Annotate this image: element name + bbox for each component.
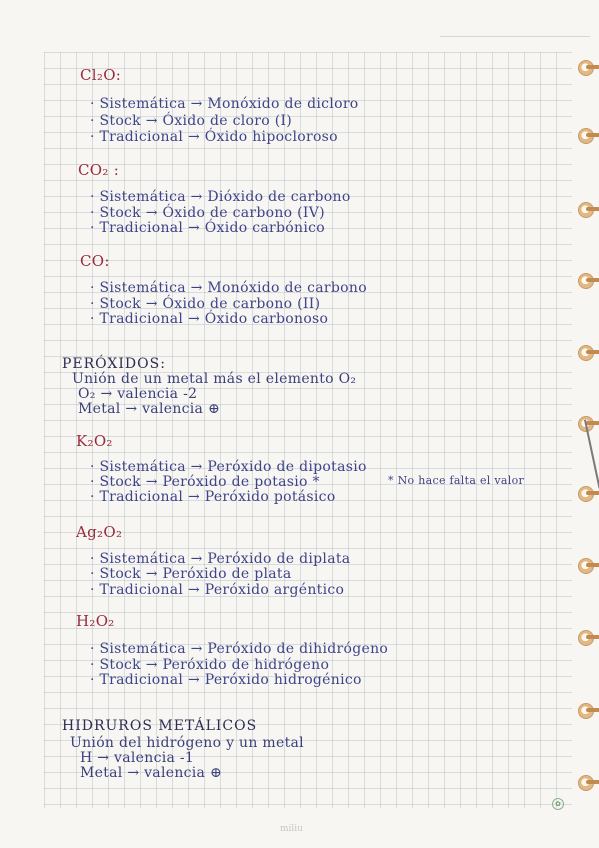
nomenclature-item: · Stock → Peróxido de plata bbox=[90, 566, 292, 582]
nomenclature-item: · Tradicional → Óxido carbonoso bbox=[90, 311, 329, 327]
section-title: HIDRUROS METÁLICOS bbox=[62, 718, 258, 734]
binder-ring-icon bbox=[578, 345, 599, 359]
stamp-icon: ✿ bbox=[552, 798, 564, 810]
binder-ring-icon bbox=[578, 775, 599, 789]
binder-ring-icon bbox=[578, 703, 599, 717]
nomenclature-item: · Sistemática → Peróxido de dipotasio bbox=[90, 459, 367, 475]
binder-ring-icon bbox=[578, 558, 599, 572]
nomenclature-item: · Stock → Óxido de carbono (IV) bbox=[90, 205, 325, 221]
formula-heading: K₂O₂ bbox=[76, 432, 113, 450]
definition-text: O₂ → valencia -2 bbox=[78, 386, 198, 402]
nomenclature-item: · Tradicional → Peróxido hidrogénico bbox=[90, 672, 362, 688]
nomenclature-item: · Sistemática → Peróxido de dihidrógeno bbox=[90, 641, 389, 657]
nomenclature-item: · Sistemática → Dióxido de carbono bbox=[90, 189, 351, 205]
formula-heading: CO₂ : bbox=[78, 161, 120, 179]
nomenclature-item: · Tradicional → Óxido carbónico bbox=[90, 220, 325, 236]
nomenclature-item: · Stock → Óxido de cloro (I) bbox=[90, 113, 293, 129]
definition-text: Metal → valencia ⊕ bbox=[78, 401, 220, 417]
binder-ring-icon bbox=[578, 202, 599, 216]
formula-heading: H₂O₂ bbox=[76, 612, 115, 630]
binder-ring-icon bbox=[578, 630, 599, 644]
binder-ring-icon bbox=[578, 416, 599, 430]
nomenclature-item: · Stock → Peróxido de hidrógeno bbox=[90, 657, 330, 673]
binder-ring-icon bbox=[578, 486, 599, 500]
formula-heading: Cl₂O: bbox=[80, 66, 122, 84]
page-margin-top bbox=[0, 0, 599, 52]
nomenclature-item: · Sistemática → Peróxido de diplata bbox=[90, 551, 351, 567]
binder-ring-icon bbox=[578, 60, 599, 74]
page-footer: miliu bbox=[280, 824, 303, 834]
definition-text: Metal → valencia ⊕ bbox=[80, 765, 222, 781]
binder-ring-icon bbox=[578, 273, 599, 287]
section-title: PERÓXIDOS: bbox=[62, 356, 166, 372]
nomenclature-item: · Tradicional → Óxido hipocloroso bbox=[90, 129, 338, 145]
nomenclature-item: · Sistemática → Monóxido de dicloro bbox=[90, 96, 359, 112]
nomenclature-item: · Tradicional → Peróxido argéntico bbox=[90, 582, 345, 598]
top-rule-line bbox=[440, 36, 590, 37]
side-note: * No hace falta el valor bbox=[388, 474, 525, 487]
nomenclature-item: · Tradicional → Peróxido potásico bbox=[90, 489, 336, 505]
page-margin-left bbox=[0, 0, 44, 848]
formula-heading: CO: bbox=[80, 252, 110, 270]
definition-text: Unión del hidrógeno y un metal bbox=[70, 735, 304, 751]
formula-heading: Ag₂O₂ bbox=[76, 523, 123, 541]
binder-ring-icon bbox=[578, 128, 599, 142]
nomenclature-item: · Sistemática → Monóxido de carbono bbox=[90, 280, 367, 296]
definition-text: Unión de un metal más el elemento O₂ bbox=[72, 371, 357, 387]
nomenclature-item: · Stock → Óxido de carbono (II) bbox=[90, 296, 321, 312]
nomenclature-item: · Stock → Peróxido de potasio * bbox=[90, 474, 320, 490]
definition-text: H → valencia -1 bbox=[80, 750, 195, 766]
